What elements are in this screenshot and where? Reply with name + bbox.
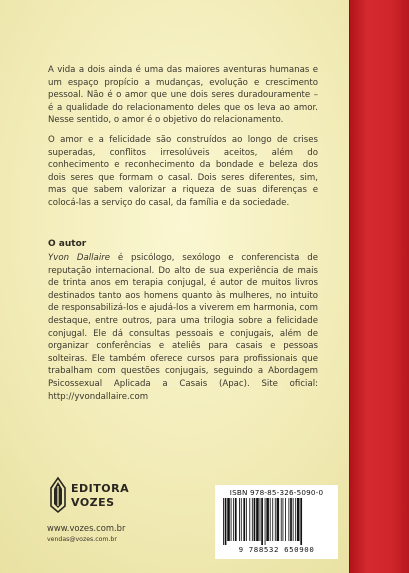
vozes-logo-icon [47,476,69,514]
isbn-barcode [215,485,338,559]
author-bio-text [48,252,318,403]
barcode-bar [275,498,276,541]
synopsis-paragraph-1 [48,64,318,127]
red-spine-band [350,0,409,573]
synopsis-paragraph-2 [48,134,318,210]
publisher-logo [47,476,157,516]
barcode-bar [290,498,292,541]
synopsis-text-1: A vida a dois ainda é uma das maiores aventuras humanas e um espaço propício a mudanças, evolução e crescimento pessoal. Não é o amor que une dois seres duradouramente – é a qualidade do relacionamento deles que os leva ao amor. Nesse sentido, o amor é o objetivo do relacionamento. [48,65,318,126]
author-name: Yvon Dallaire [48,253,111,263]
logo-word-vozes: VOZES [71,496,115,509]
barcode-bar [283,498,284,541]
barcode-bar [225,498,227,545]
synopsis-text-2: O amor e a felicidade são construídos ao longo de crises superadas, conflitos irresolúveis aceitos, além do conhecimento e reconhecimento da bondade e beleza dos dois seres que formam o casal. Dois seres diferentes, sim, mas que sabem valorizar a riqueza de suas diferenças e colocá-las a serviço do casal, da família e da sociedade. [48,135,318,208]
barcode-bar [288,498,289,541]
author-bio [48,252,318,403]
barcode-bar [261,498,263,545]
author-heading: O autor [48,239,87,249]
barcode-bar [260,498,261,541]
barcode-bar [254,498,256,541]
barcode-bar [249,498,250,541]
author-bio-body: é psicólogo, sexólogo e conferencista de reputação internacional. Do alto de sua experiência de mais de trinta anos em terapia conjugal, é autor de muitos livros destinados tanto aos homens quanto às mulheres, no intuito de responsabilizá-los e ajudá-los a viverem em harmonia, com destaque, entre outros, para uma trilogia sobre a felicidade conjugal. Ele dá consultas pessoais e conjugais, além de organizar conferências e ateliês para casais e pessoas solteiras. Ele também oferece cursos para profissionais que trabalham com questões conjugais, seguindo a Abordagem Psicossexual Aplicada a Casais (Apac). Site oficial: http://yvondallaire.com [48,253,319,402]
barcode-bar [233,498,234,541]
logo-word-editora: EDITORA [71,482,130,495]
barcode-bar [297,498,300,541]
barcode-bar [272,498,273,541]
barcode-bar [277,498,280,541]
barcode-digits: 9 788532 650900 [238,545,315,554]
barcode-bar [295,498,296,541]
barcode-bar [285,498,286,541]
barcode-bar [293,498,294,541]
barcode-bar [239,498,240,541]
barcode-bar [246,498,247,541]
barcode-bar [227,498,230,541]
barcode-bar [256,498,259,541]
barcode-bar [281,498,282,541]
publisher-email: vendas@vozes.com.br [47,536,117,543]
barcode-bar [252,498,253,541]
publisher-website: www.vozes.com.br [47,523,126,533]
barcode-bar [300,498,302,545]
barcode-bar [243,498,245,541]
barcode-bar [241,498,242,541]
barcode-bar [265,498,266,545]
barcode-bar [223,498,224,545]
barcode-bar [235,498,237,541]
isbn-label: ISBN 978-85-326-5090-0 [229,488,324,497]
barcode-bar [270,498,271,541]
barcode-bar [266,498,269,541]
barcode-bar [231,498,232,541]
barcode-bars [223,498,331,545]
